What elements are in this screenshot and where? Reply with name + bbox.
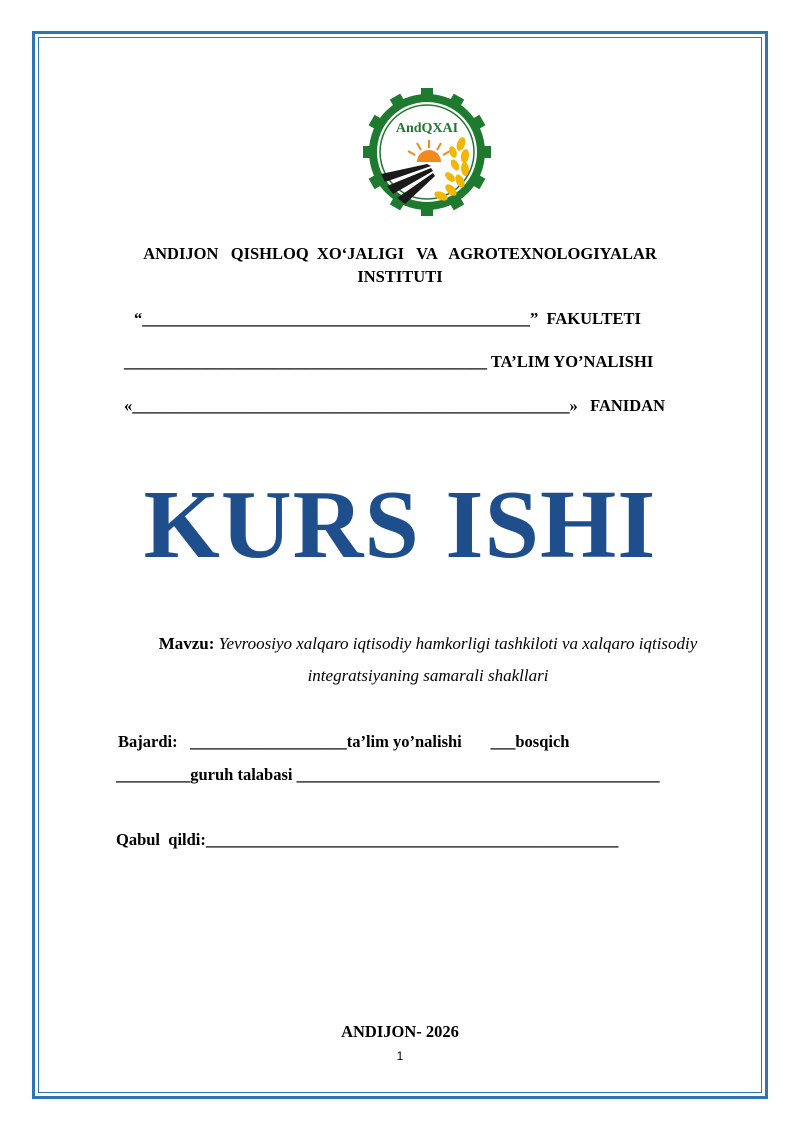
- topic-text-line2: integratsiyaning samarali shakllari: [307, 666, 549, 685]
- performed-line1: Bajardi: ___________________ta’lim yo’nalishi ___bosqich: [118, 732, 570, 751]
- topic-label: Mavzu:: [158, 634, 215, 653]
- page-number: 1: [396, 1049, 404, 1063]
- footer-city-year: ANDIJON- 2026: [341, 1022, 459, 1041]
- institute-name-line1: ANDIJON QISHLOQ XO‘JALIGI VA AGROTEXNOLOGIYALAR: [143, 244, 657, 263]
- subject-line: «_____________________________________________________» FANIDAN: [124, 396, 665, 415]
- topic-text-line1: Yevroosiyo xalqaro iqtisodiy hamkorligi tashkiloti va xalqaro iqtisodiy: [214, 634, 698, 653]
- document-title: KURS ISHI: [143, 471, 657, 579]
- topic-block: [100, 628, 756, 692]
- logo-text: AndQXAI: [395, 121, 459, 136]
- accepted-line: Qabul qildi:__________________________________________________: [116, 830, 619, 849]
- direction-line: ____________________________________________ TA’LIM YO’NALISHI: [124, 352, 654, 371]
- institute-logo: [361, 86, 493, 218]
- performed-line2: _________guruh talabasi ____________________________________________: [116, 765, 660, 784]
- institute-name-line2: INSTITUTI: [357, 267, 443, 286]
- faculty-line: “_______________________________________________” FAKULTETI: [134, 309, 641, 328]
